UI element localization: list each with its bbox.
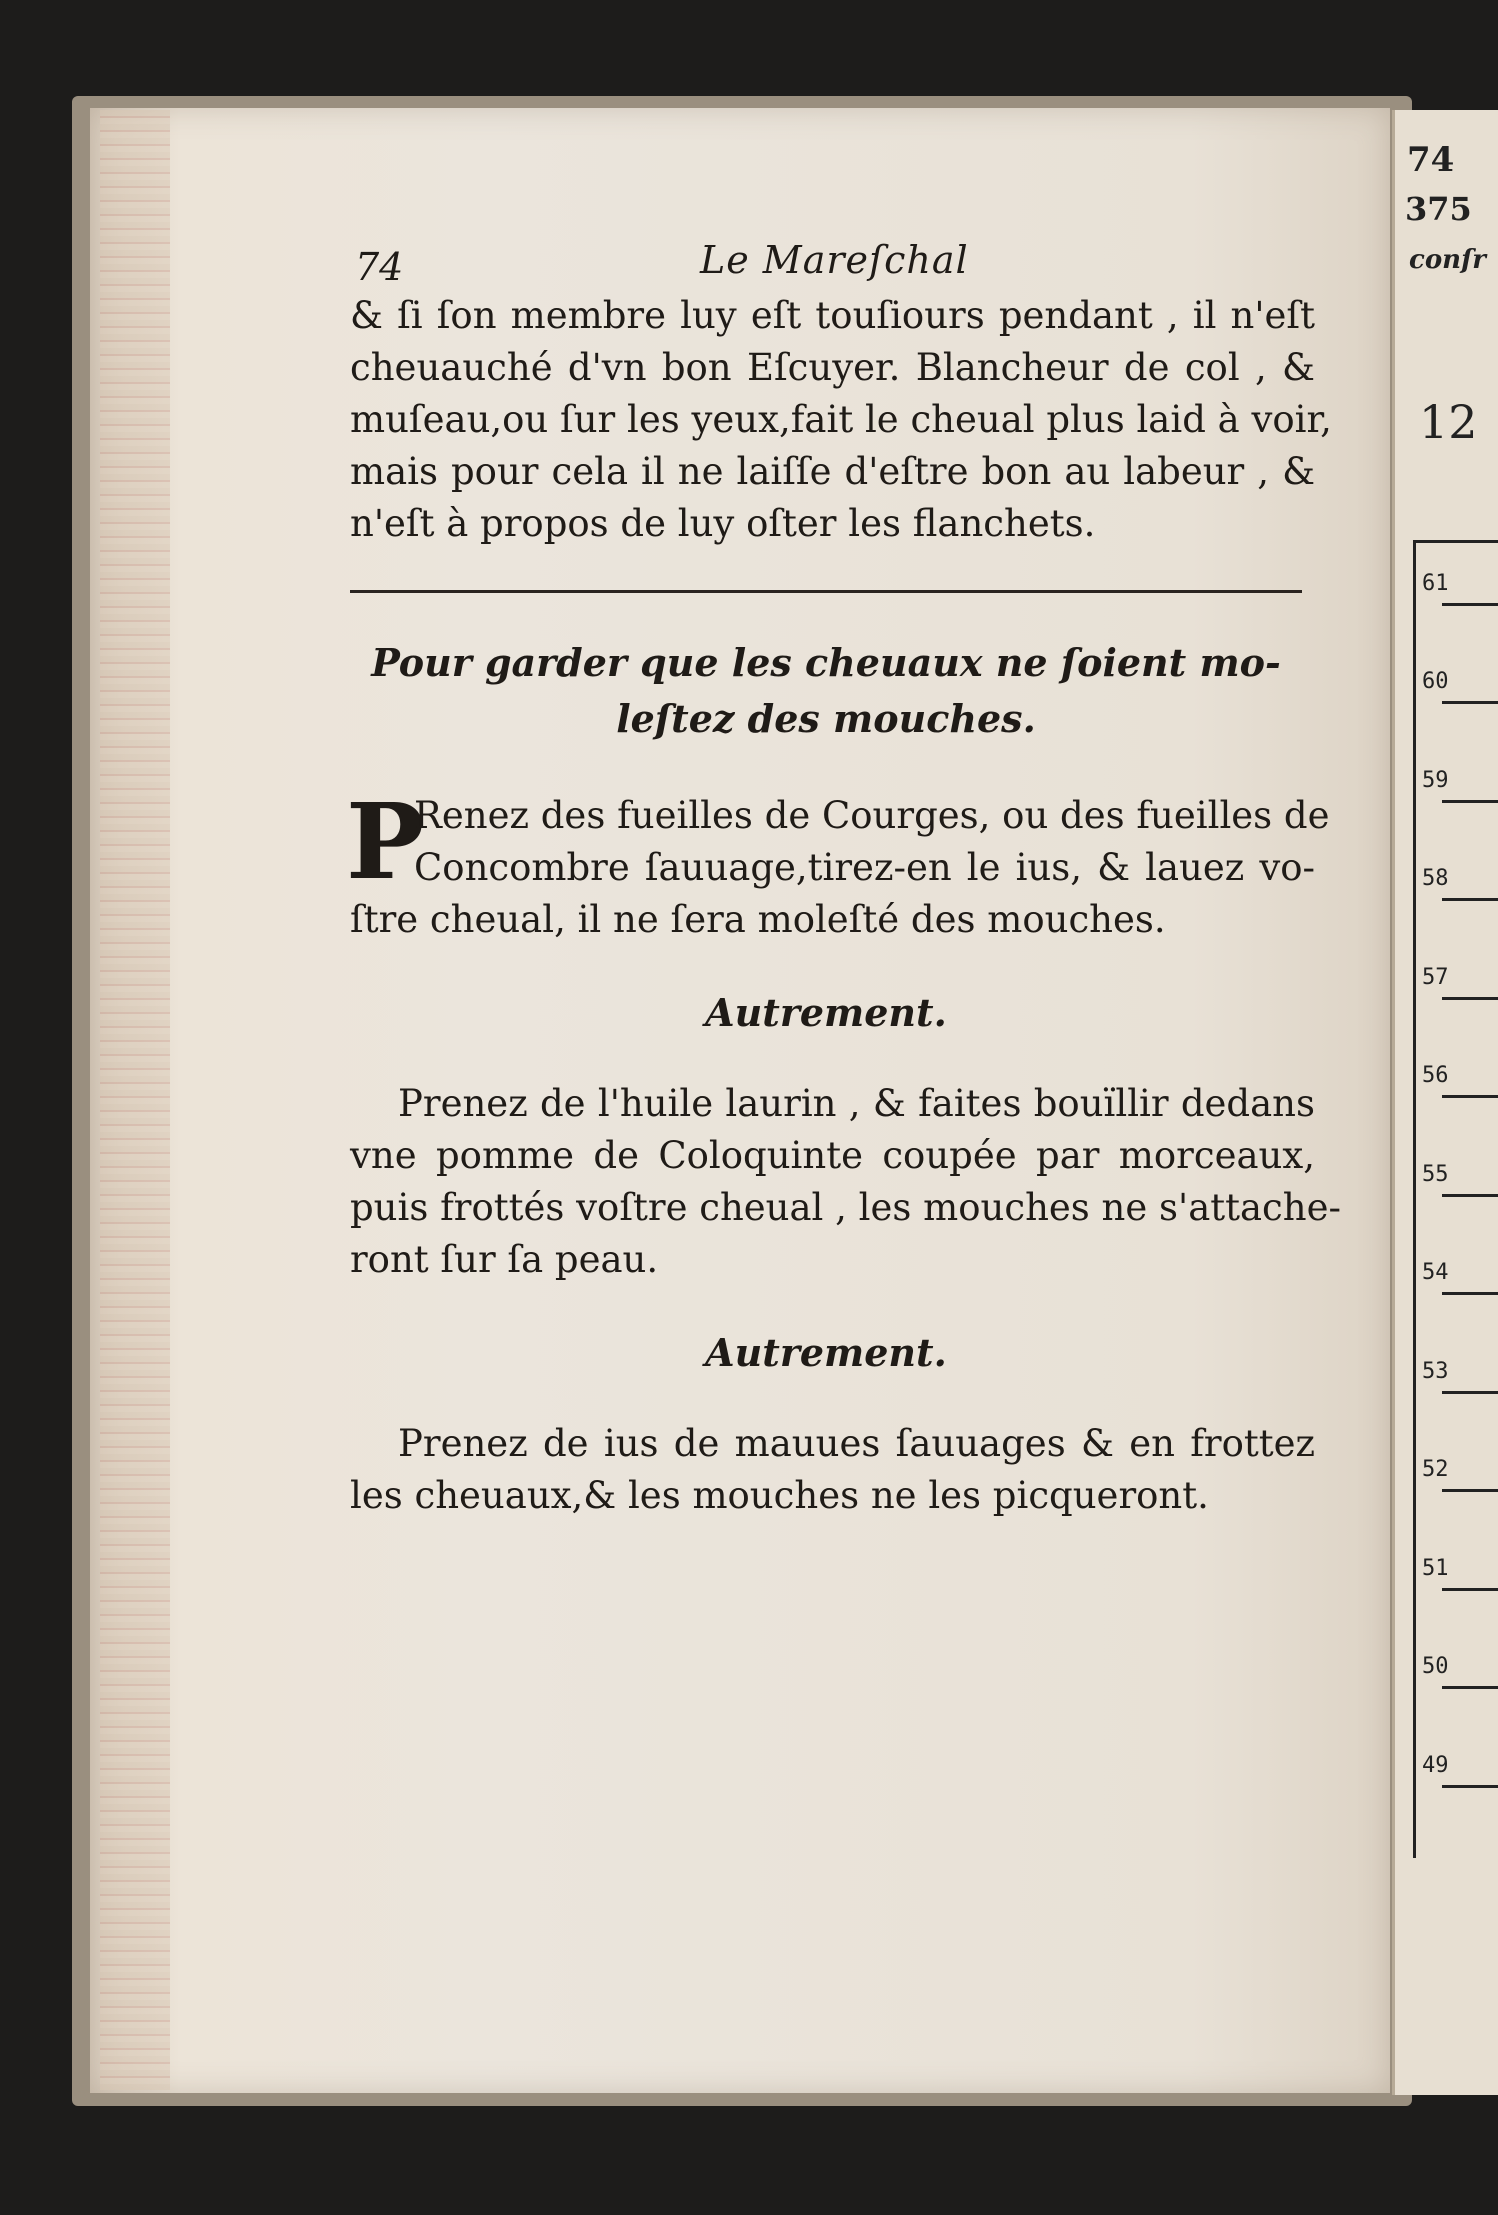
autrement-heading-1: Autrement.	[705, 990, 947, 1035]
running-head: Le Mareſchal	[700, 238, 969, 282]
scale-tick-label: 49	[1422, 1752, 1449, 1778]
autrement-heading-2: Autrement.	[705, 1330, 947, 1375]
facing-page-number: 74	[1407, 140, 1455, 180]
text-line: Renez des fueilles de Courges, ou des fueilles de	[414, 794, 1330, 837]
scale-tick-label: 59	[1422, 767, 1449, 793]
section-title	[350, 635, 1302, 747]
facing-page-scale-table	[1413, 540, 1498, 1858]
scale-tick	[1442, 603, 1498, 606]
text-line: n'eſt à propos de luy oſter les flanchets.	[350, 502, 1096, 545]
scale-tick	[1442, 800, 1498, 803]
scale-tick-label: 61	[1422, 571, 1449, 596]
text-line: muſeau,ou ſur les yeux,fait le cheual plus laid à voir,	[350, 398, 1332, 441]
text-line: ſtre cheual, il ne ſera moleſté des mouches.	[350, 898, 1166, 941]
scale-tick	[1442, 1095, 1498, 1098]
scale-tick	[1442, 997, 1498, 1000]
facing-page-table-number: 12	[1419, 395, 1478, 449]
text-line: Prenez de ius de mauues ſauuages & en frottez	[398, 1422, 1315, 1465]
scale-tick	[1442, 1391, 1498, 1394]
text-line: ront ſur ſa peau.	[350, 1238, 659, 1281]
continuation-paragraph	[350, 290, 1332, 550]
text-line: cheuauché d'vn bon Eſcuyer. Blancheur de col , &	[350, 346, 1315, 389]
section-title-line: Pour garder que les cheuaux ne ſoient mo-	[371, 640, 1281, 685]
text-line: puis frottés voſtre cheual , les mouches ne s'attache-	[350, 1186, 1341, 1229]
section-body	[350, 790, 1330, 946]
scale-tick-label: 58	[1422, 866, 1449, 892]
scale-tick	[1442, 898, 1498, 901]
text-line: les cheuaux,& les mouches ne les picqueront.	[350, 1474, 1209, 1517]
text-line: Prenez de l'huile laurin , & faites bouïllir dedans	[398, 1082, 1315, 1125]
scale-tick-label: 52	[1422, 1457, 1449, 1483]
page-gutter	[100, 110, 170, 2090]
section-title-line: leſtez des mouches.	[616, 696, 1036, 741]
scale-tick	[1442, 1588, 1498, 1591]
scale-tick	[1442, 1194, 1498, 1197]
page-number: 74	[355, 245, 404, 289]
text-line: & ſi ſon membre luy eſt touſiours pendant , il n'eſt	[350, 294, 1315, 337]
facing-page-fragment	[1392, 110, 1498, 2095]
scale-tick	[1442, 1686, 1498, 1689]
facing-page-fragment-word: conſr	[1409, 245, 1486, 275]
section-divider	[350, 590, 1302, 593]
text-line: vne pomme de Coloquinte coupée par morceaux,	[350, 1134, 1315, 1177]
scale-tick-label: 60	[1422, 669, 1449, 695]
scale-tick-label: 57	[1422, 964, 1449, 990]
autrement-body-1	[350, 1078, 1341, 1286]
text-line: Concombre ſauuage,tirez-en le ius, & lauez vo-	[414, 846, 1315, 889]
facing-page-fragment-text: 375	[1405, 190, 1472, 228]
scale-tick-label: 56	[1422, 1063, 1449, 1089]
autrement-body-2	[350, 1418, 1315, 1522]
scale-tick	[1442, 1489, 1498, 1492]
drop-cap: P	[346, 780, 425, 903]
scale-tick-label: 53	[1422, 1358, 1449, 1384]
scale-tick	[1442, 1292, 1498, 1295]
scale-tick-label: 55	[1422, 1161, 1449, 1187]
scale-tick-label: 51	[1422, 1555, 1449, 1581]
scale-tick	[1442, 701, 1498, 704]
text-line: mais pour cela il ne laiſſe d'eſtre bon au labeur , &	[350, 450, 1315, 493]
scale-tick-label: 50	[1422, 1654, 1449, 1680]
scale-tick	[1442, 1785, 1498, 1788]
scale-tick-label: 54	[1422, 1260, 1449, 1286]
